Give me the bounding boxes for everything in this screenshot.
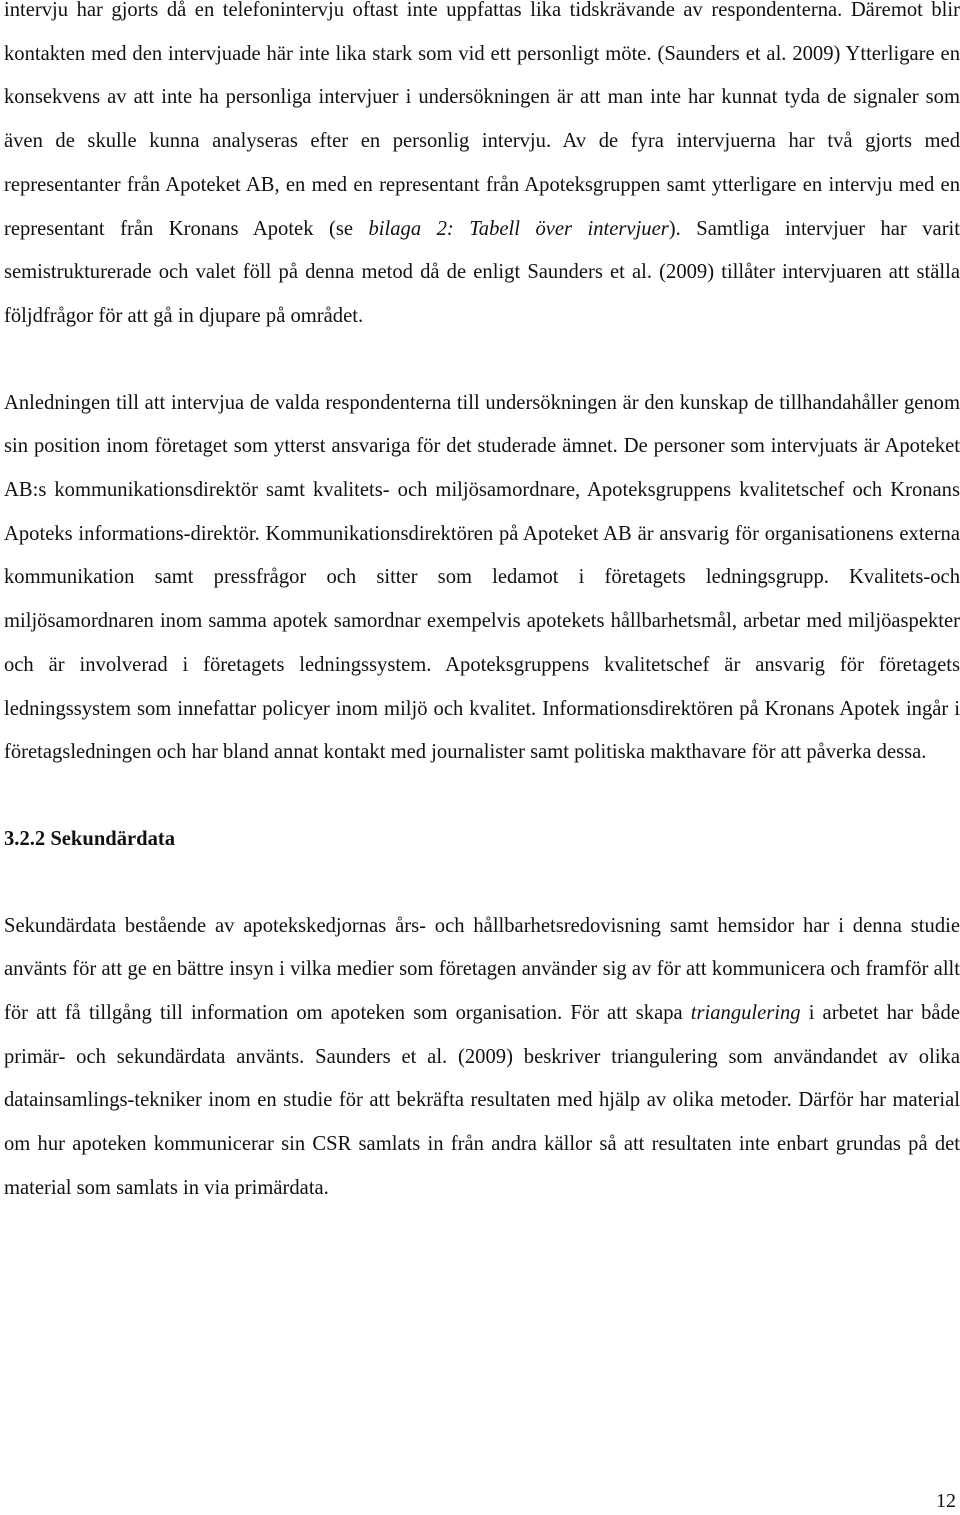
triangulation-term: triangulering [690, 1002, 801, 1025]
page-number: 12 [936, 1490, 956, 1512]
paragraph-secondary-data [4, 905, 960, 1211]
paragraph-1-text-continued: ). Samtliga intervjuer har varit semistrukturerade och valet föll på denna metod då de enligt Saunders et al. (2009) tillåter intervjuaren att ställa följdfrågor för att gå in djupare på området. [4, 217, 960, 327]
paragraph-1-text: intervju har gjorts då en telefonintervju oftast inte uppfattas lika tidskrävande av respondenterna. Däremot blir kontakten med den intervjuade här inte lika stark som vid ett personligt möte. (Saunders et al. 2009) Ytterligare en konsekvens av att inte ha personliga intervjuer i undersökningen är att man inte har kunnat tyda de signaler som även de skulle kunna analyseras efter en personlig intervju. Av de fyra intervjuerna har två gjorts med representanter från Apoteket AB, en med en representant från Apoteksgruppen samt ytterligare en intervju med en representant från Kronans Apotek (se [4, 0, 960, 240]
paragraph-interview-method [4, 0, 960, 339]
paragraph-3-text-continued: i arbetet har både primär- och sekundärdata använts. Saunders et al. (2009) beskriver triangulering som användandet av olika datainsamlings-tekniker inom en studie för att bekräfta resultaten med hjälp av olika metoder. Därför har material om hur apoteken kommunicerar sin CSR samlats in från andra källor så att resultaten inte enbart grundas på det material som samlats in via primärdata. [4, 1002, 960, 1199]
paragraph-3-text: Sekundärdata bestående av apotekskedjornas års- och hållbarhetsredovisning samt hemsidor har i denna studie använts för att ge en bättre insyn i vilka medier som företagen använder sig av för att kommunicera och framför allt för att få tillgång till information om apoteken som organisation. För att skapa [4, 914, 960, 1025]
paragraph-respondents: Anledningen till att intervjua de valda respondenterna till undersökningen är den kunskap de tillhandahåller genom sin position inom företaget som ytterst ansvariga för det studerade ämnet. De personer som intervjuats är Apoteket AB:s kommunikationsdirektör samt kvalitets- och miljösamordnare, Apoteksgruppens kvalitetschef och Kronans Apoteks informations-direktör. Kommunikationsdirektören på Apoteket AB är ansvarig för organisationens externa kommunikation samt pressfrågor och sitter som ledamot i företagets ledningsgrupp. Kvalitets-och miljösamordnaren inom samma apotek samordnar exempelvis apotekets hållbarhetsmål, arbetar med miljöaspekter och är involverad i företagets ledningssystem. Apoteksgruppens kvalitetschef är ansvarig för företagets ledningssystem som innefattar policyer inom miljö och kvalitet. Informationsdirektören på Kronans Apotek ingår i företagsledningen och har bland annat kontakt med journalister samt politiska makthavare för att påverka dessa. [4, 391, 960, 764]
paragraph-spacer [4, 862, 960, 905]
section-heading: 3.2.2 Sekundärdata [4, 827, 176, 850]
document-page [4, 0, 960, 1211]
appendix-reference: bilaga 2: Tabell över intervjuer [368, 217, 669, 240]
paragraph-spacer [4, 339, 960, 382]
paragraph-spacer [4, 775, 960, 818]
